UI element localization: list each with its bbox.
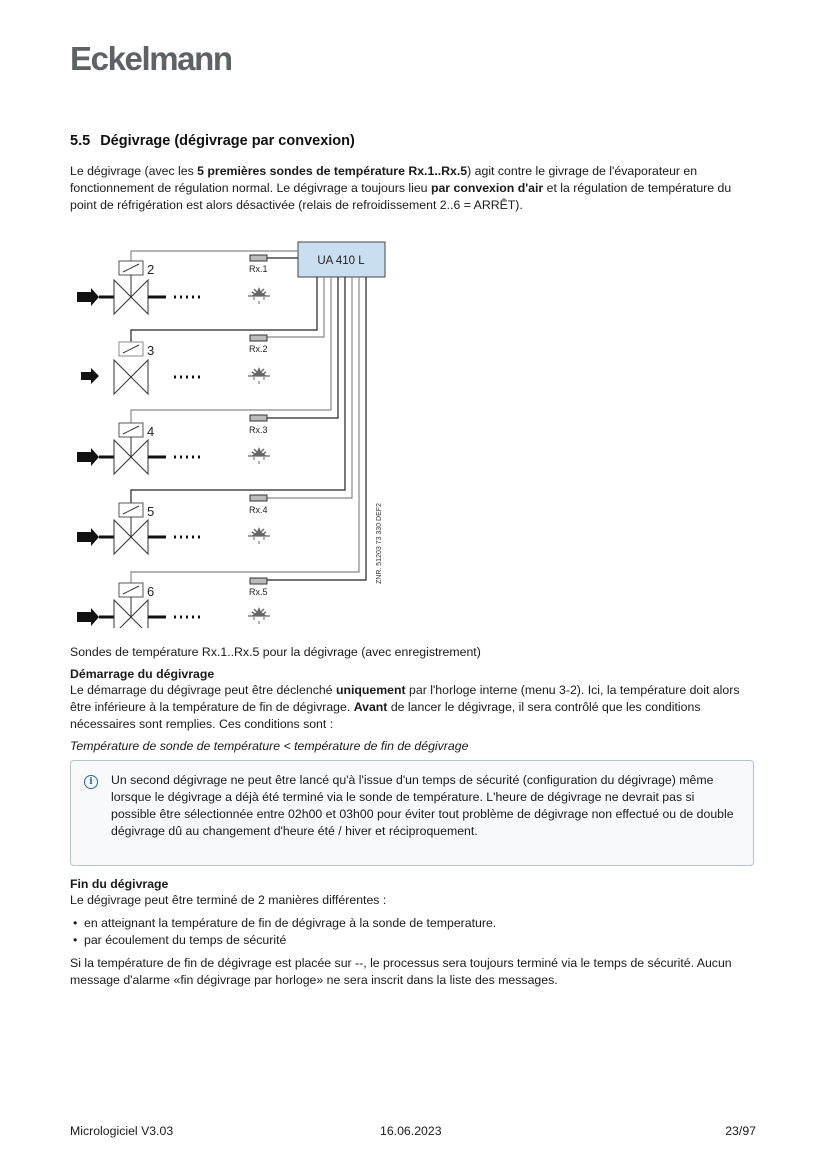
list-item: • en atteignant la température de fin de dégivrage à la sonde de temperature. [70, 915, 760, 932]
svg-text:Rx.5: Rx.5 [249, 587, 268, 597]
info-icon: i [84, 775, 98, 789]
defrost-start-section [70, 666, 762, 733]
start-text: Le démarrage du dégivrage peut être déclenché [70, 683, 336, 697]
stage-3 [77, 415, 270, 474]
drawing-number: ZNR. 51203 73 330 DEF2 [376, 503, 383, 584]
svg-text:2: 2 [147, 262, 155, 277]
start-text: de lancer le dégivrage, il sera contrôlé que les conditions nécessaires sont remplies. Ces conditions sont : [70, 700, 701, 731]
svg-text:Rx.4: Rx.4 [249, 505, 268, 515]
footer-firmware-version: Micrologiciel V3.03 [70, 1124, 174, 1138]
intro-text: Le dégivrage (avec les [70, 164, 198, 178]
start-bold-uniquement: uniquement [335, 683, 406, 697]
footer-date: 16.06.2023 [380, 1124, 442, 1138]
intro-paragraph [70, 163, 760, 214]
intro-text: ) agit contre le givrage de l'évaporateur en fonctionnement de régulation normal. Le dégivrage a toujours lieu [70, 164, 698, 195]
svg-text:Rx.3: Rx.3 [249, 425, 268, 435]
eckelmann-logo: Eckelmann [70, 40, 232, 77]
section-heading [70, 133, 355, 149]
info-note-text: Un second dégivrage ne peut être lancé qu'à l'issue d'un temps de sécurité (configuration du dégivrage) même lorsque le dégivrage a déjà été terminé via le sonde de température. L'heure de dégivrage ne devrait pas si possible être sélectionnée entre 02h00 et 03h00 pour éviter tout problème de dégivrage non effectué ou de double dégivrage dû au changement d'heure été / hiver et réciproquement. [111, 773, 734, 838]
start-bold-avant: Avant [353, 700, 388, 714]
defrost-end-lead: Le dégivrage peut être terminé de 2 manières différentes : [70, 893, 387, 907]
stage-1 [77, 255, 270, 314]
info-note-box [70, 760, 754, 866]
defrost-end-list [70, 915, 760, 949]
defrost-end-section [70, 876, 760, 989]
controller-label: UA 410 L [317, 255, 365, 267]
defrost-wiring-diagram [72, 238, 392, 628]
section-number: 5.5 [70, 133, 91, 149]
svg-text:Rx.1: Rx.1 [249, 264, 268, 274]
svg-text:5: 5 [147, 504, 155, 519]
footer-page-number: 23/97 [725, 1124, 756, 1138]
svg-text:6: 6 [147, 584, 155, 599]
defrost-start-paragraph [70, 682, 762, 733]
diagram-caption: Sondes de température Rx.1..Rx.5 pour la dégivrage (avec enregistrement) [70, 645, 481, 659]
intro-bold-sensors: 5 premières sondes de température Rx.1..Rx.5 [197, 164, 468, 178]
list-item: • par écoulement du temps de sécurité [70, 932, 760, 949]
intro-text: et la régulation de température du point de réfrigération est alors désactivée (relais de refroidissement 2..6 = ARRÊT). [70, 181, 732, 212]
defrost-start-heading: Démarrage du dégivrage [70, 667, 215, 681]
stage-4 [77, 495, 270, 554]
defrost-end-closing: Si la température de fin de dégivrage est placée sur --, le processus sera toujours terminé via le temps de sécurité. Aucun message d'alarme «fin dégivrage par horloge» ne sera inscrit dans la liste des messages. [70, 956, 732, 987]
defrost-end-heading: Fin du dégivrage [70, 877, 169, 891]
svg-text:4: 4 [147, 424, 155, 439]
svg-text:3: 3 [147, 343, 155, 358]
stage-2 [81, 335, 270, 394]
intro-bold-convexion: par convexion d'air [430, 181, 544, 195]
defrost-condition: Température de sonde de température < température de fin de dégivrage [70, 739, 469, 753]
svg-text:Rx.2: Rx.2 [249, 344, 268, 354]
section-title: Dégivrage (dégivrage par convexion) [100, 133, 355, 149]
stage-5 [77, 578, 270, 628]
start-text: par l'horloge interne (menu 3-2). Ici, la température doit alors être inférieure à la température de fin de dégivrage. [70, 683, 740, 714]
